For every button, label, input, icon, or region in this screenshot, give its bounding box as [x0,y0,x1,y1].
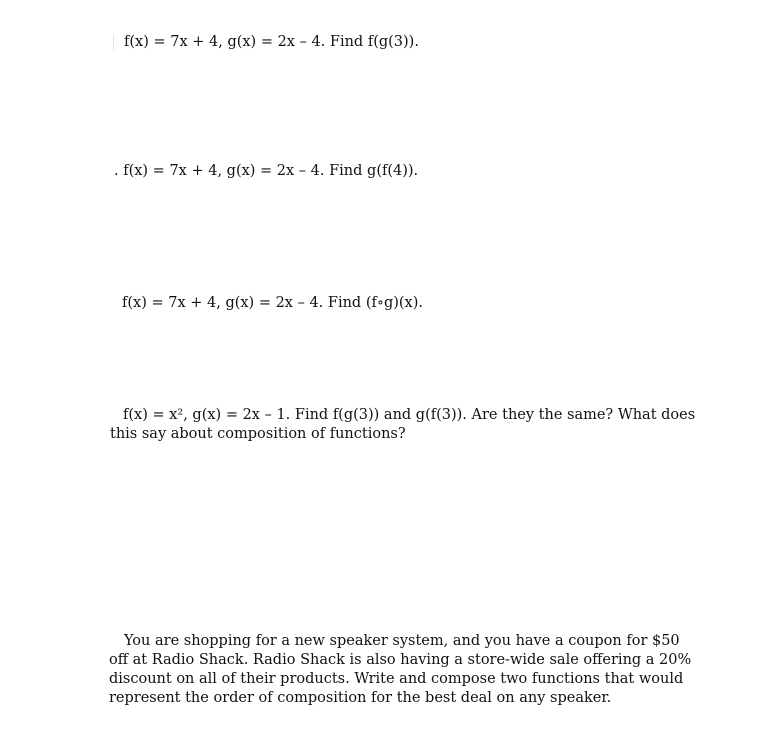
problem-3: f(x) = 7x + 4, g(x) = 2x – 4. Find (f∘g)(x). [122,295,423,311]
problem-1: f(x) = 7x + 4, g(x) = 2x – 4. Find f(g(3)). [124,34,419,50]
problem-2: . f(x) = 7x + 4, g(x) = 2x – 4. Find g(f(4)). [114,163,419,179]
problem-4: f(x) = x², g(x) = 2x – 1. Find f(g(3)) and g(f(3)). Are they the same? What does this say about composition of functions? [110,407,696,442]
margin-marker [113,34,114,50]
problem-5-word-problem: You are shopping for a new speaker system, and you have a coupon for $50 off at Radio Shack. Radio Shack is also having a store-wide sale offering a 20% discount on all of their products. Write and compose two functions that would represent the order of composition for the best deal on any speaker. [109,633,692,706]
